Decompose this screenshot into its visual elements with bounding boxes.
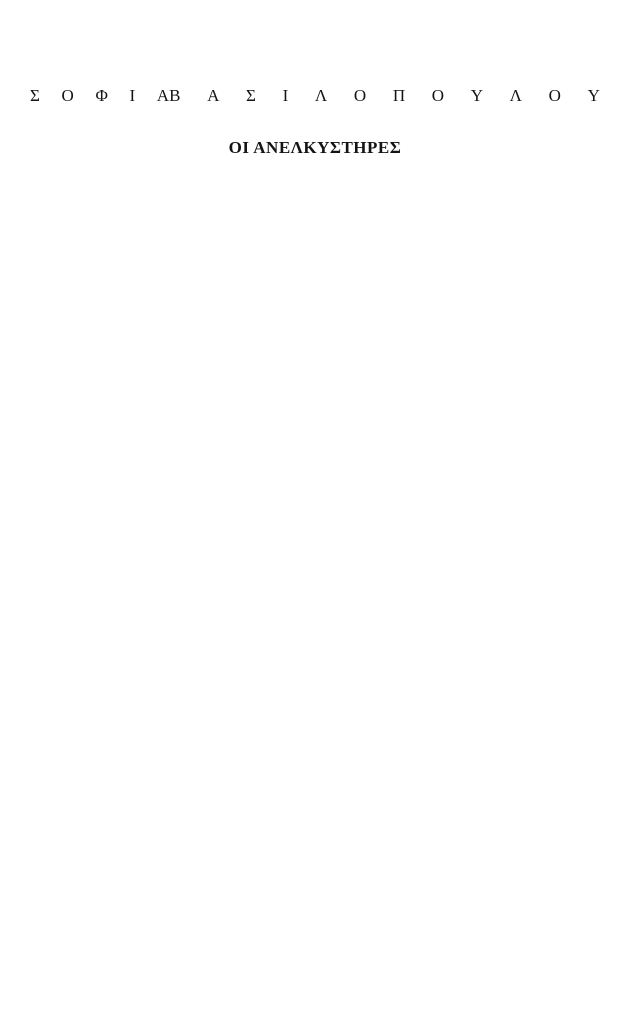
author-letter: Ι: [129, 86, 136, 105]
author-first-name: [30, 86, 169, 106]
author-letter: Ο: [548, 86, 561, 105]
author-letter: Σ: [30, 86, 40, 105]
author-letter: Ο: [61, 86, 74, 105]
author-letter: Π: [392, 86, 406, 105]
author-letter: Σ: [246, 86, 256, 105]
left-column: [30, 166, 306, 986]
author-letter: Ο: [353, 86, 367, 105]
author-last-name: [169, 86, 600, 106]
author-letter: Υ: [470, 86, 483, 105]
author-letter: Α: [156, 86, 170, 105]
right-column: [324, 166, 600, 986]
author-letter: Β: [169, 86, 181, 105]
author-letter: Α: [207, 86, 220, 105]
author-letter: Λ: [509, 86, 522, 105]
author-line: [30, 86, 600, 106]
author-letter: Υ: [587, 86, 600, 105]
author-letter: Λ: [314, 86, 328, 105]
author-letter: Φ: [95, 86, 108, 105]
article-body: [30, 166, 600, 986]
author-letter: Ι: [282, 86, 289, 105]
article-title: ΟΙ ΑΝΕΛΚΥΣΤΗΡΕΣ: [228, 138, 402, 157]
author-letter: Ο: [431, 86, 445, 105]
